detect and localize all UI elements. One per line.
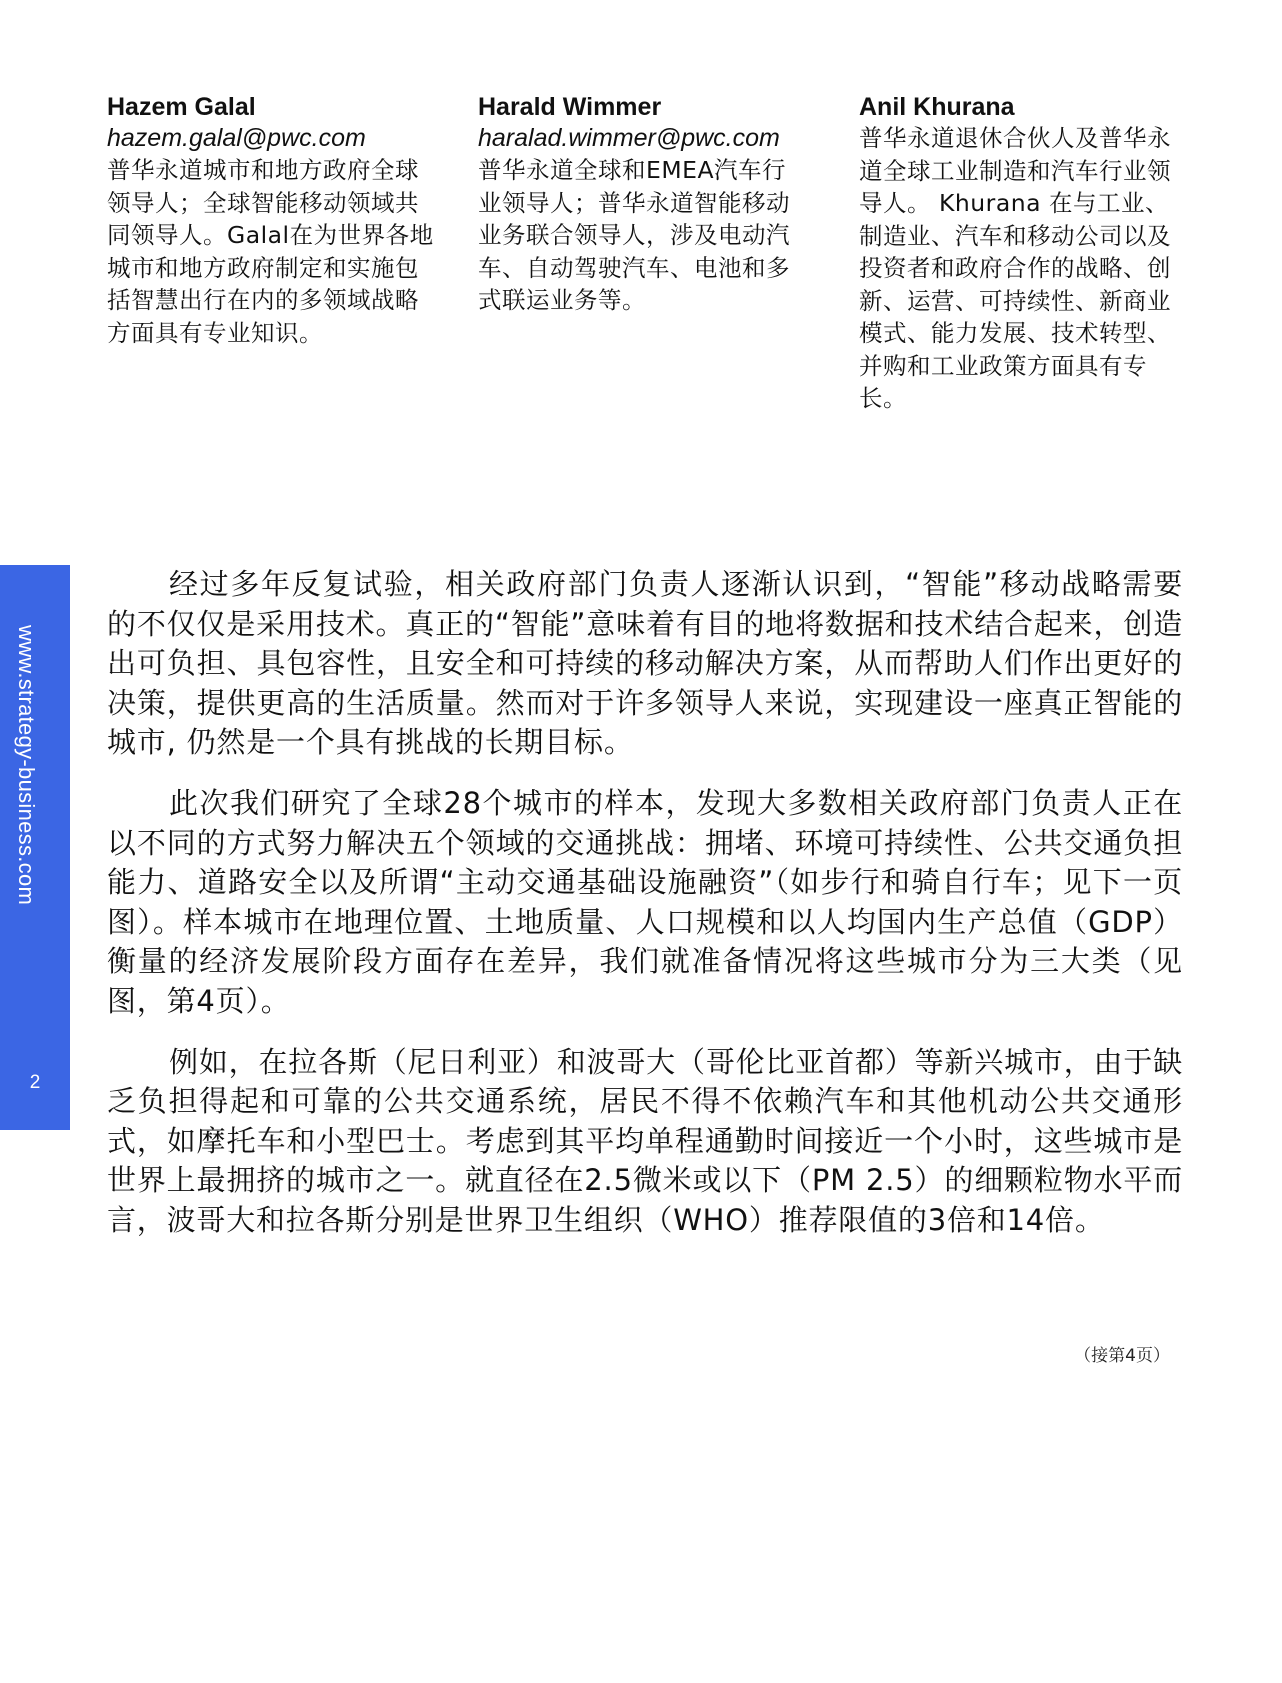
author-email[interactable]: haralad.wimmer@pwc.com [478,124,780,152]
author-bio: 普华永道城市和地方政府全球领导人；全球智能移动领域共同领导人。Galal在为世界各地城市和地方政府制定和实施包括智慧出行在内的多领域战略方面具有专业知识。 [107,156,434,347]
author-hazem-galal [107,92,437,349]
author-bio: 普华永道退休合伙人及普华永道全球工业制造和汽车行业领导人。 Khurana 在与工业、制造业、汽车和移动公司以及投资者和政府合作的战略、创新、运营、可持续性、新商业模式、能力发展、技术转型、并购和工业政策方面具有专长。 [859,124,1171,412]
author-name: Harald Wimmer [478,93,662,121]
author-harald-wimmer [478,92,808,317]
author-name: Hazem Galal [107,93,256,121]
article-body [107,565,1183,1262]
author-anil-khurana [859,92,1189,415]
author-name: Anil Khurana [859,93,1015,121]
body-paragraph: 例如，在拉各斯（尼日利亚）和波哥大（哥伦比亚首都）等新兴城市，由于缺乏负担得起和可靠的公共交通系统，居民不得不依赖汽车和其他机动公共交通形式，如摩托车和小型巴士。考虑到其平均单程通勤时间接近一个小时，这些城市是世界上最拥挤的城市之一。就直径在2.5微米或以下（PM 2.5）的细颗粒物水平而言，波哥大和拉各斯分别是世界卫生组织（WHO）推荐限值的3倍和14倍。 [107,1044,1183,1237]
page-number: 2 [29,1072,41,1093]
sidebar-url[interactable]: www.strategy-business.com [14,625,39,906]
author-bio: 普华永道全球和EMEA汽车行业领导人；普华永道智能移动业务联合领导人，涉及电动汽车、自动驾驶汽车、电池和多式联运业务等。 [478,156,790,314]
author-bios [0,92,1282,432]
body-paragraph: 此次我们研究了全球28个城市的样本，发现大多数相关政府部门负责人正在以不同的方式努力解决五个领域的交通挑战：拥堵、环境可持续性、公共交通负担能力、道路安全以及所谓“主动交通基础设施融资”（如步行和骑自行车；见下一页图）。样本城市在地理位置、土地质量、人口规模和以人均国内生产总值（GDP）衡量的经济发展阶段方面存在差异，我们就准备情况将这些城市分为三大类（见图，第4页）。 [107,785,1183,1018]
author-email[interactable]: hazem.galal@pwc.com [107,124,366,152]
body-paragraph: 经过多年反复试验，相关政府部门负责人逐渐认识到，“智能”移动战略需要的不仅仅是采用技术。真正的“智能”意味着有目的地将数据和技术结合起来，创造出可负担、具包容性，且安全和可持续的移动解决方案，从而帮助人们作出更好的决策，提供更高的生活质量。然而对于许多领导人来说，实现建设一座真正智能的城市, 仍然是一个具有挑战的长期目标。 [107,567,1183,760]
continued-note: （接第4页） [1074,1346,1170,1366]
